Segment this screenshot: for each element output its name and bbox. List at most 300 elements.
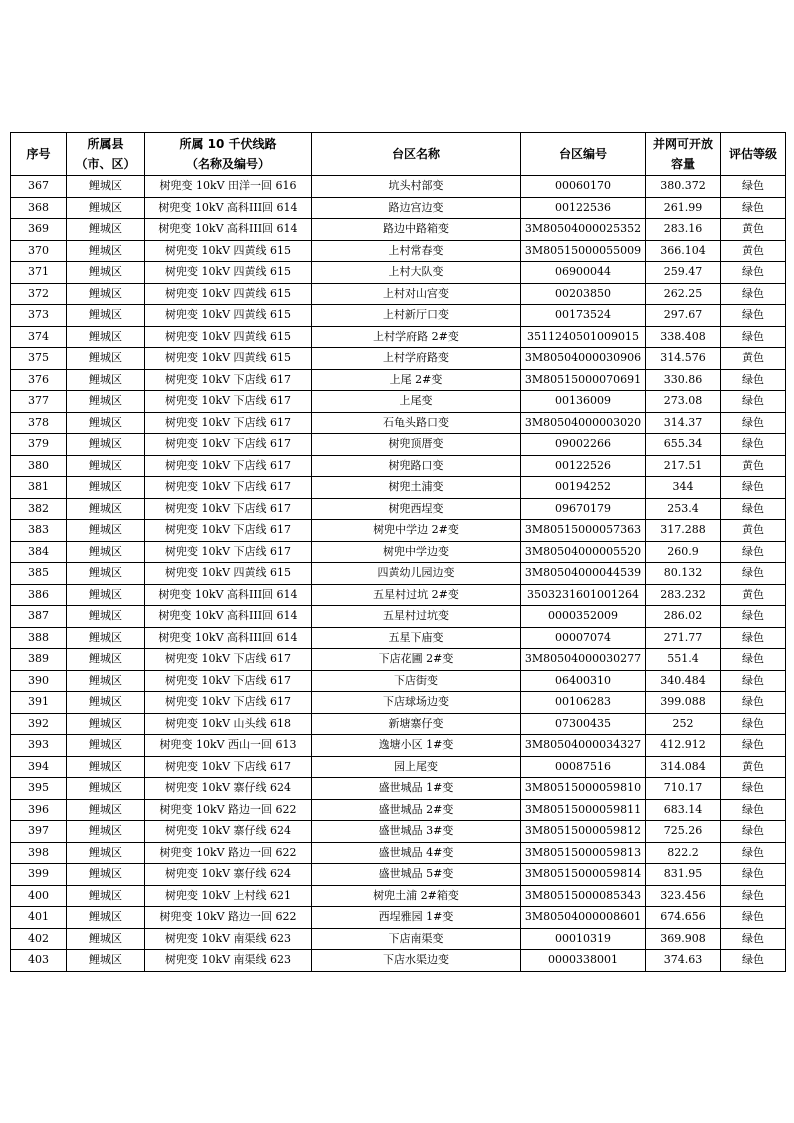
county-cell: 鲤城区 (67, 692, 145, 714)
seq-cell: 374 (11, 326, 67, 348)
line-cell: 树兜变 10kV 四黄线 615 (145, 262, 312, 284)
seq-cell: 395 (11, 778, 67, 800)
table-row (11, 197, 786, 219)
grade-cell: 绿色 (721, 842, 786, 864)
grade-cell: 绿色 (721, 670, 786, 692)
area-code-cell: 3M80504000044539 (521, 563, 646, 585)
table-row (11, 283, 786, 305)
line-cell: 树兜变 10kV 上村线 621 (145, 885, 312, 907)
capacity-cell: 551.4 (646, 649, 721, 671)
seq-cell: 380 (11, 455, 67, 477)
county-cell: 鲤城区 (67, 197, 145, 219)
county-cell: 鲤城区 (67, 477, 145, 499)
county-cell: 鲤城区 (67, 799, 145, 821)
table-row (11, 692, 786, 714)
line-cell: 树兜变 10kV 南渠线 623 (145, 950, 312, 972)
line-cell: 树兜变 10kV 下店线 617 (145, 369, 312, 391)
area-name-cell: 树兜土浦变 (312, 477, 521, 499)
county-cell: 鲤城区 (67, 326, 145, 348)
seq-cell: 384 (11, 541, 67, 563)
area-code-cell: 3M80504000030906 (521, 348, 646, 370)
header-county-line1: 所属县 (87, 137, 124, 151)
seq-cell: 389 (11, 649, 67, 671)
capacity-cell: 260.9 (646, 541, 721, 563)
line-cell: 树兜变 10kV 高科III回 614 (145, 219, 312, 241)
grade-cell: 绿色 (721, 283, 786, 305)
seq-cell: 379 (11, 434, 67, 456)
seq-cell: 382 (11, 498, 67, 520)
capacity-cell: 412.912 (646, 735, 721, 757)
capacity-cell: 262.25 (646, 283, 721, 305)
area-code-cell: 3M80515000055009 (521, 240, 646, 262)
area-code-cell: 3M80515000070691 (521, 369, 646, 391)
seq-cell: 381 (11, 477, 67, 499)
seq-cell: 390 (11, 670, 67, 692)
area-name-cell: 新塘寨仔变 (312, 713, 521, 735)
capacity-cell: 380.372 (646, 176, 721, 198)
capacity-cell: 710.17 (646, 778, 721, 800)
capacity-cell: 317.288 (646, 520, 721, 542)
area-code-cell: 3M80515000059810 (521, 778, 646, 800)
area-name-cell: 下店花圃 2#变 (312, 649, 521, 671)
table-row (11, 520, 786, 542)
area-name-cell: 盛世城品 1#变 (312, 778, 521, 800)
area-code-cell: 3M80515000059814 (521, 864, 646, 886)
grade-cell: 黄色 (721, 756, 786, 778)
county-cell: 鲤城区 (67, 885, 145, 907)
seq-cell: 397 (11, 821, 67, 843)
table-row (11, 391, 786, 413)
grade-cell: 绿色 (721, 541, 786, 563)
area-name-cell: 石龟头路口变 (312, 412, 521, 434)
grade-cell: 绿色 (721, 907, 786, 929)
line-cell: 树兜变 10kV 路边一回 622 (145, 907, 312, 929)
grade-cell: 绿色 (721, 864, 786, 886)
seq-cell: 373 (11, 305, 67, 327)
area-code-cell: 00203850 (521, 283, 646, 305)
grade-cell: 绿色 (721, 928, 786, 950)
capacity-cell: 366.104 (646, 240, 721, 262)
grade-cell: 绿色 (721, 434, 786, 456)
line-cell: 树兜变 10kV 下店线 617 (145, 649, 312, 671)
header-line (145, 133, 312, 176)
seq-cell: 401 (11, 907, 67, 929)
county-cell: 鲤城区 (67, 842, 145, 864)
county-cell: 鲤城区 (67, 907, 145, 929)
grade-cell: 绿色 (721, 305, 786, 327)
county-cell: 鲤城区 (67, 434, 145, 456)
capacity-cell: 314.084 (646, 756, 721, 778)
line-cell: 树兜变 10kV 四黄线 615 (145, 240, 312, 262)
area-name-cell: 五星下庙变 (312, 627, 521, 649)
area-code-cell: 00106283 (521, 692, 646, 714)
area-code-cell: 00007074 (521, 627, 646, 649)
grade-cell: 黄色 (721, 584, 786, 606)
county-cell: 鲤城区 (67, 649, 145, 671)
county-cell: 鲤城区 (67, 778, 145, 800)
county-cell: 鲤城区 (67, 563, 145, 585)
line-cell: 树兜变 10kV 南渠线 623 (145, 928, 312, 950)
table-row (11, 885, 786, 907)
line-cell: 树兜变 10kV 高科III回 614 (145, 627, 312, 649)
line-cell: 树兜变 10kV 路边一回 622 (145, 799, 312, 821)
line-cell: 树兜变 10kV 高科III回 614 (145, 584, 312, 606)
area-code-cell: 06400310 (521, 670, 646, 692)
line-cell: 树兜变 10kV 田洋一回 616 (145, 176, 312, 198)
line-cell: 树兜变 10kV 路边一回 622 (145, 842, 312, 864)
seq-cell: 392 (11, 713, 67, 735)
header-county (67, 133, 145, 176)
table-row (11, 950, 786, 972)
seq-cell: 394 (11, 756, 67, 778)
area-code-cell: 0000352009 (521, 606, 646, 628)
area-code-cell: 00087516 (521, 756, 646, 778)
seq-cell: 396 (11, 799, 67, 821)
area-name-cell: 上村学府路 2#变 (312, 326, 521, 348)
line-cell: 树兜变 10kV 下店线 617 (145, 498, 312, 520)
area-name-cell: 盛世城品 5#变 (312, 864, 521, 886)
area-name-cell: 四黄幼儿园边变 (312, 563, 521, 585)
capacity-cell: 283.16 (646, 219, 721, 241)
capacity-cell: 253.4 (646, 498, 721, 520)
header-line-line1: 所属 10 千伏线路 (179, 137, 277, 151)
table-row (11, 799, 786, 821)
seq-cell: 385 (11, 563, 67, 585)
county-cell: 鲤城区 (67, 520, 145, 542)
county-cell: 鲤城区 (67, 735, 145, 757)
area-code-cell: 3M80515000059811 (521, 799, 646, 821)
county-cell: 鲤城区 (67, 584, 145, 606)
capacity-cell: 323.456 (646, 885, 721, 907)
county-cell: 鲤城区 (67, 864, 145, 886)
capacity-cell: 725.26 (646, 821, 721, 843)
area-name-cell: 树兜顶厝变 (312, 434, 521, 456)
grade-cell: 绿色 (721, 735, 786, 757)
area-code-cell: 3M80515000085343 (521, 885, 646, 907)
area-code-cell: 09002266 (521, 434, 646, 456)
capacity-cell: 399.088 (646, 692, 721, 714)
line-cell: 树兜变 10kV 四黄线 615 (145, 563, 312, 585)
area-name-cell: 上村新厅口变 (312, 305, 521, 327)
line-cell: 树兜变 10kV 下店线 617 (145, 756, 312, 778)
header-line-line2: （名称及编号） (185, 157, 270, 171)
county-cell: 鲤城区 (67, 670, 145, 692)
table-row (11, 326, 786, 348)
table-row (11, 907, 786, 929)
line-cell: 树兜变 10kV 下店线 617 (145, 692, 312, 714)
area-code-cell: 00173524 (521, 305, 646, 327)
seq-cell: 378 (11, 412, 67, 434)
seq-cell: 376 (11, 369, 67, 391)
line-cell: 树兜变 10kV 下店线 617 (145, 541, 312, 563)
grade-cell: 绿色 (721, 821, 786, 843)
line-cell: 树兜变 10kV 下店线 617 (145, 520, 312, 542)
county-cell: 鲤城区 (67, 541, 145, 563)
area-name-cell: 树兜路口变 (312, 455, 521, 477)
grade-cell: 绿色 (721, 176, 786, 198)
area-code-cell: 00060170 (521, 176, 646, 198)
line-cell: 树兜变 10kV 寨仔线 624 (145, 864, 312, 886)
header-grade: 评估等级 (721, 133, 786, 176)
area-code-cell: 00122526 (521, 455, 646, 477)
table-row (11, 176, 786, 198)
capacity-cell: 674.656 (646, 907, 721, 929)
grade-cell: 绿色 (721, 950, 786, 972)
header-capacity-line1: 并网可开放 (652, 137, 713, 151)
area-name-cell: 上村大队变 (312, 262, 521, 284)
county-cell: 鲤城区 (67, 176, 145, 198)
area-name-cell: 下店街变 (312, 670, 521, 692)
capacity-cell: 273.08 (646, 391, 721, 413)
area-code-cell: 00122536 (521, 197, 646, 219)
table-row (11, 455, 786, 477)
area-code-cell: 3M80515000057363 (521, 520, 646, 542)
line-cell: 树兜变 10kV 高科III回 614 (145, 606, 312, 628)
table-row (11, 928, 786, 950)
table-body (11, 176, 786, 972)
grade-cell: 黄色 (721, 348, 786, 370)
table-row (11, 541, 786, 563)
county-cell: 鲤城区 (67, 262, 145, 284)
area-code-cell: 3503231601001264 (521, 584, 646, 606)
area-code-cell: 3M80504000005520 (521, 541, 646, 563)
capacity-cell: 374.63 (646, 950, 721, 972)
line-cell: 树兜变 10kV 下店线 617 (145, 412, 312, 434)
seq-cell: 377 (11, 391, 67, 413)
area-name-cell: 树兜中学边 2#变 (312, 520, 521, 542)
grade-cell: 绿色 (721, 412, 786, 434)
table-row (11, 412, 786, 434)
area-name-cell: 树兜中学边变 (312, 541, 521, 563)
table-row (11, 821, 786, 843)
table-row (11, 563, 786, 585)
grade-cell: 黄色 (721, 219, 786, 241)
county-cell: 鲤城区 (67, 348, 145, 370)
capacity-cell: 655.34 (646, 434, 721, 456)
table-row (11, 240, 786, 262)
table-row (11, 434, 786, 456)
header-capacity (646, 133, 721, 176)
line-cell: 树兜变 10kV 下店线 617 (145, 455, 312, 477)
county-cell: 鲤城区 (67, 240, 145, 262)
county-cell: 鲤城区 (67, 219, 145, 241)
area-name-cell: 盛世城品 3#变 (312, 821, 521, 843)
area-name-cell: 上村学府路变 (312, 348, 521, 370)
seq-cell: 372 (11, 283, 67, 305)
county-cell: 鲤城区 (67, 369, 145, 391)
seq-cell: 403 (11, 950, 67, 972)
area-code-cell: 3M80504000030277 (521, 649, 646, 671)
header-capacity-line2: 容量 (670, 157, 695, 171)
header-seq: 序号 (11, 133, 67, 176)
table-row (11, 369, 786, 391)
capacity-cell: 259.47 (646, 262, 721, 284)
grade-cell: 绿色 (721, 778, 786, 800)
county-cell: 鲤城区 (67, 928, 145, 950)
table-row (11, 262, 786, 284)
line-cell: 树兜变 10kV 寨仔线 624 (145, 821, 312, 843)
grade-cell: 黄色 (721, 520, 786, 542)
table-row (11, 498, 786, 520)
seq-cell: 399 (11, 864, 67, 886)
table-row (11, 477, 786, 499)
seq-cell: 383 (11, 520, 67, 542)
area-name-cell: 树兜土浦 2#箱变 (312, 885, 521, 907)
table-row (11, 606, 786, 628)
seq-cell: 402 (11, 928, 67, 950)
capacity-cell: 330.86 (646, 369, 721, 391)
seq-cell: 370 (11, 240, 67, 262)
area-code-cell: 07300435 (521, 713, 646, 735)
seq-cell: 398 (11, 842, 67, 864)
area-name-cell: 上尾变 (312, 391, 521, 413)
area-code-cell: 09670179 (521, 498, 646, 520)
header-area-code: 台区编号 (521, 133, 646, 176)
seq-cell: 387 (11, 606, 67, 628)
grade-cell: 绿色 (721, 606, 786, 628)
capacity-cell: 344 (646, 477, 721, 499)
grade-cell: 绿色 (721, 498, 786, 520)
line-cell: 树兜变 10kV 寨仔线 624 (145, 778, 312, 800)
area-name-cell: 树兜西埕变 (312, 498, 521, 520)
area-code-cell: 3M80504000003020 (521, 412, 646, 434)
seq-cell: 367 (11, 176, 67, 198)
capacity-cell: 297.67 (646, 305, 721, 327)
seq-cell: 388 (11, 627, 67, 649)
grade-cell: 绿色 (721, 369, 786, 391)
table-row (11, 670, 786, 692)
grade-cell: 绿色 (721, 799, 786, 821)
area-code-cell: 00194252 (521, 477, 646, 499)
county-cell: 鲤城区 (67, 606, 145, 628)
table-row (11, 842, 786, 864)
capacity-cell: 314.576 (646, 348, 721, 370)
line-cell: 树兜变 10kV 高科III回 614 (145, 197, 312, 219)
county-cell: 鲤城区 (67, 498, 145, 520)
capacity-cell: 369.908 (646, 928, 721, 950)
county-cell: 鲤城区 (67, 412, 145, 434)
area-name-cell: 五星村过坑 2#变 (312, 584, 521, 606)
seq-cell: 393 (11, 735, 67, 757)
table-row (11, 305, 786, 327)
area-code-cell: 3511240501009015 (521, 326, 646, 348)
grade-cell: 绿色 (721, 713, 786, 735)
area-code-cell: 06900044 (521, 262, 646, 284)
line-cell: 树兜变 10kV 四黄线 615 (145, 283, 312, 305)
county-cell: 鲤城区 (67, 305, 145, 327)
area-name-cell: 路边宫边变 (312, 197, 521, 219)
grade-cell: 绿色 (721, 563, 786, 585)
area-code-cell: 3M80504000034327 (521, 735, 646, 757)
capacity-cell: 314.37 (646, 412, 721, 434)
capacity-cell: 261.99 (646, 197, 721, 219)
capacity-cell: 283.232 (646, 584, 721, 606)
table-row (11, 649, 786, 671)
line-cell: 树兜变 10kV 山头线 618 (145, 713, 312, 735)
capacity-cell: 831.95 (646, 864, 721, 886)
header-row (11, 133, 786, 176)
county-cell: 鲤城区 (67, 283, 145, 305)
line-cell: 树兜变 10kV 下店线 617 (145, 391, 312, 413)
area-name-cell: 五星村过坑变 (312, 606, 521, 628)
area-name-cell: 上村对山宫变 (312, 283, 521, 305)
table-row (11, 864, 786, 886)
capacity-cell: 217.51 (646, 455, 721, 477)
area-name-cell: 上尾 2#变 (312, 369, 521, 391)
grade-cell: 绿色 (721, 627, 786, 649)
area-name-cell: 下店水渠边变 (312, 950, 521, 972)
seq-cell: 375 (11, 348, 67, 370)
area-name-cell: 西埕雅园 1#变 (312, 907, 521, 929)
county-cell: 鲤城区 (67, 756, 145, 778)
grade-cell: 绿色 (721, 885, 786, 907)
seq-cell: 371 (11, 262, 67, 284)
capacity-cell: 286.02 (646, 606, 721, 628)
area-name-cell: 坑头村部变 (312, 176, 521, 198)
area-code-cell: 3M80515000059812 (521, 821, 646, 843)
seq-cell: 368 (11, 197, 67, 219)
capacity-cell: 822.2 (646, 842, 721, 864)
table-row (11, 735, 786, 757)
line-cell: 树兜变 10kV 下店线 617 (145, 670, 312, 692)
grade-cell: 绿色 (721, 649, 786, 671)
table-row (11, 627, 786, 649)
capacity-cell: 271.77 (646, 627, 721, 649)
grade-cell: 绿色 (721, 326, 786, 348)
county-cell: 鲤城区 (67, 455, 145, 477)
line-cell: 树兜变 10kV 下店线 617 (145, 434, 312, 456)
capacity-cell: 80.132 (646, 563, 721, 585)
area-name-cell: 下店球场边变 (312, 692, 521, 714)
grade-cell: 黄色 (721, 240, 786, 262)
table-row (11, 713, 786, 735)
line-cell: 树兜变 10kV 西山一回 613 (145, 735, 312, 757)
grade-cell: 绿色 (721, 391, 786, 413)
grade-cell: 绿色 (721, 262, 786, 284)
table-row (11, 219, 786, 241)
area-name-cell: 盛世城品 4#变 (312, 842, 521, 864)
area-code-cell: 3M80504000008601 (521, 907, 646, 929)
grade-cell: 绿色 (721, 197, 786, 219)
area-code-cell: 0000338001 (521, 950, 646, 972)
header-area-name: 台区名称 (312, 133, 521, 176)
seq-cell: 391 (11, 692, 67, 714)
seq-cell: 400 (11, 885, 67, 907)
grade-cell: 绿色 (721, 477, 786, 499)
header-county-line2: （市、区） (75, 157, 136, 171)
grade-cell: 绿色 (721, 692, 786, 714)
area-name-cell: 园上尾变 (312, 756, 521, 778)
capacity-cell: 340.484 (646, 670, 721, 692)
capacity-cell: 338.408 (646, 326, 721, 348)
line-cell: 树兜变 10kV 四黄线 615 (145, 348, 312, 370)
area-code-cell: 00010319 (521, 928, 646, 950)
area-code-cell: 3M80504000025352 (521, 219, 646, 241)
line-cell: 树兜变 10kV 四黄线 615 (145, 305, 312, 327)
county-cell: 鲤城区 (67, 821, 145, 843)
capacity-cell: 252 (646, 713, 721, 735)
capacity-cell: 683.14 (646, 799, 721, 821)
area-name-cell: 下店南渠变 (312, 928, 521, 950)
grade-cell: 黄色 (721, 455, 786, 477)
table-row (11, 778, 786, 800)
area-code-cell: 00136009 (521, 391, 646, 413)
seq-cell: 386 (11, 584, 67, 606)
table-row (11, 756, 786, 778)
line-cell: 树兜变 10kV 四黄线 615 (145, 326, 312, 348)
capacity-table (10, 132, 786, 972)
area-name-cell: 盛世城品 2#变 (312, 799, 521, 821)
